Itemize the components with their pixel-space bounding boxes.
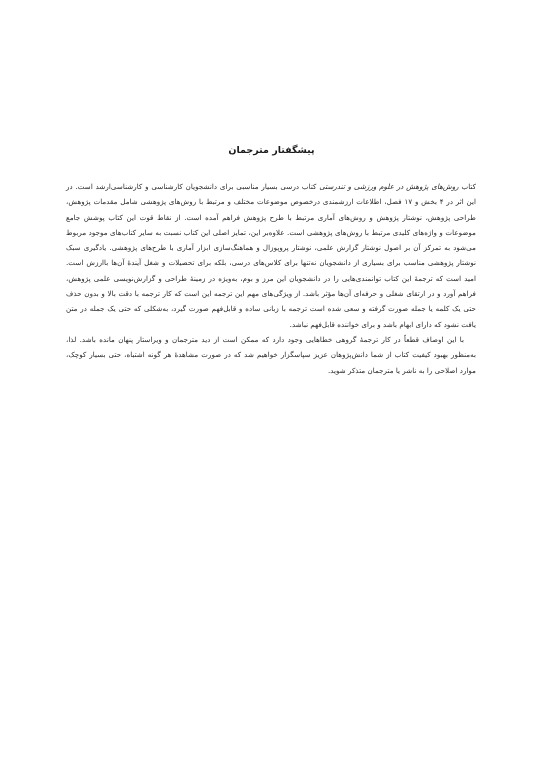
preface-body <box>66 179 476 378</box>
paragraph-1-prefix: کتاب <box>458 182 476 191</box>
book-title: روش‌های پژوهش در علوم ورزشی و تندرستی <box>319 182 459 191</box>
paragraph-1-text: کتاب درسی بسیار مناسبی برای دانشجویان کارشناسی و کارشناسی‌ارشد است. در این اثر در ۴ بخش و ۱۷ فصل، اطلاعات ارزشمندی درخصوص موضوعات مختلف و مرتبط با روش‌های پژوهشی شامل مقدمات پژوهش، طراحی پژوهش، نوشتار پژوهش و روش‌های آماری مرتبط با طرح پژوهش فراهم آمده است. از نقاط قوت این کتاب پوشش جامع موضوعات و واژه‌های کلیدی مرتبط با روش‌های پژوهشی است. علاوه‌بر این، تمایز اصلی این کتاب نسبت به سایر کتاب‌های موجود مربوط می‌شود به تمرکز آن بر اصول نوشتار گزارش علمی، نوشتار پروپوزال و هماهنگ‌سازی ابزار آماری با طرح‌های پژوهشی. یادگیری سبک نوشتار پژوهشی مناسب برای بسیاری از دانشجویان نه‌تنها برای کلاس‌های درسی، بلکه برای تحصیلات و شغل آیندهٔ آن‌ها باارزش است. امید است که ترجمهٔ این کتاب توانمندی‌هایی را در دانشجویان این مرز و بوم، به‌ویژه در زمینهٔ طراحی و گزارش‌نویسی علمی پژوهش، فراهم آورد و در ارتقای شغلی و حرفه‌ای آن‌ها مؤثر باشد. از ویژگی‌های مهم این ترجمه این است که کار ترجمه با دقت بالا و بدون حذف حتی یک کلمه یا جمله صورت گرفته و سعی شده است ترجمه با زبانی ساده و قابل‌فهم صورت گیرد، به‌شکلی که حتی یک جمله در متن یافت نشود که دارای ابهام باشد و برای خواننده قابل‌فهم نباشد. <box>66 182 476 329</box>
paragraph-1 <box>66 179 476 332</box>
page-title: پیشگفتار مترجمان <box>228 145 315 156</box>
paragraph-2: با این اوصاف قطعاً در کار ترجمهٔ گروهی خطاهایی وجود دارد که ممکن است از دید مترجمان و ویراستار پنهان مانده باشد. لذا، به‌منظور بهبود کیفیت کتاب از شما دانش‌پژوهان عزیز سپاسگزار خواهیم شد که در صورت مشاهدهٔ هر گونه اشتباه، حتی بسیار کوچک، موارد اصلاحی را به ناشر یا مترجمان متذکر شوید. <box>66 334 476 375</box>
